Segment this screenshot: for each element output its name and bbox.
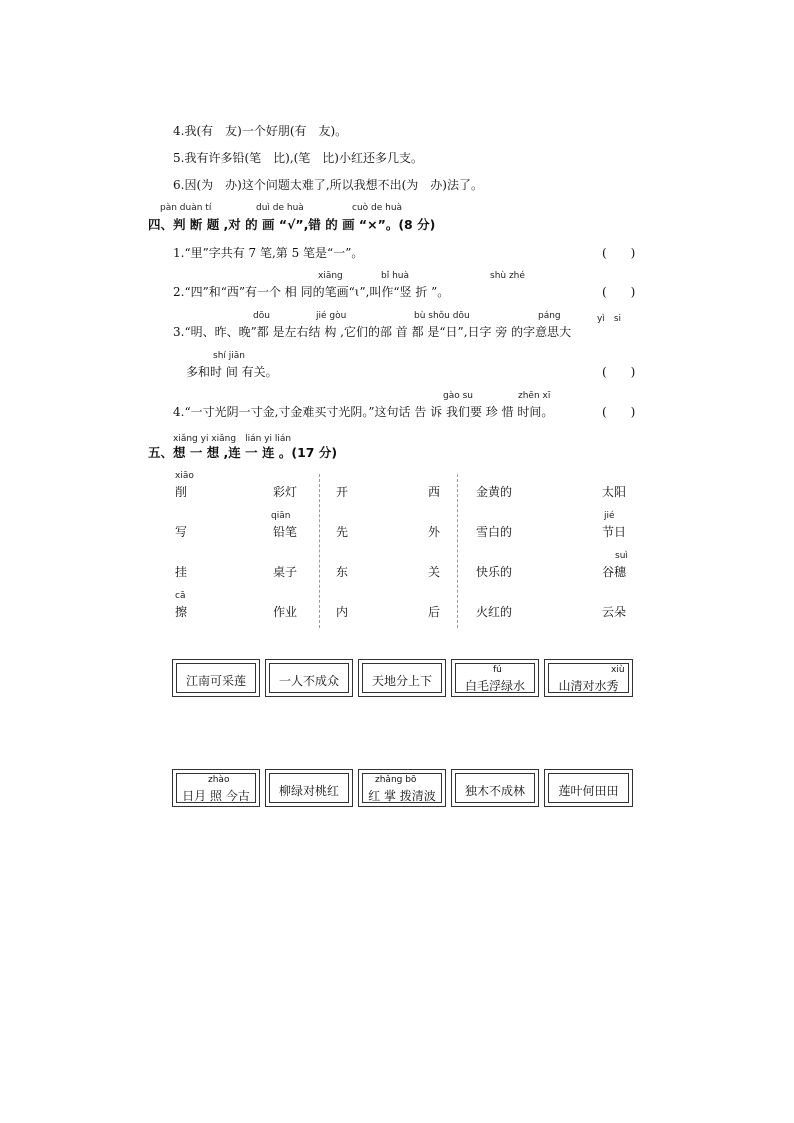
match-item[interactable]: 金黄的 (476, 485, 513, 499)
judge-item-4: 4.“一寸光阴一寸金,寸金难买寸光阴。”这句话 告 诉 我们要 珍 惜 时间。 (173, 405, 554, 419)
match-item[interactable]: 彩灯 (273, 485, 298, 499)
pinyin-sui: suì (615, 551, 628, 561)
pinyin-cuodehua: cuò de huà (352, 203, 403, 213)
match-item[interactable]: 火红的 (476, 605, 513, 619)
match-item[interactable]: 快乐的 (476, 565, 513, 579)
couplet-card[interactable] (358, 769, 446, 807)
match-item[interactable]: 太阳 (602, 485, 627, 499)
match-item[interactable]: 外 (428, 525, 441, 539)
answer-paren-2[interactable]: ( ) (602, 285, 636, 299)
match-item[interactable]: 开 (336, 485, 349, 499)
pinyin-bushou: bù shǒu dōu (414, 311, 470, 321)
couplet-text: 柳绿对桃红 (278, 784, 339, 798)
question-3-6: 6.因(为 办)这个问题太难了,所以我想不出(为 办)法了。 (173, 178, 483, 192)
pinyin-bihua: bǐ huà (381, 271, 409, 281)
match-item[interactable]: 挂 (175, 565, 188, 579)
couplet-card[interactable] (172, 659, 260, 697)
pinyin-pang: páng (538, 311, 561, 321)
question-3-5: 5.我有许多铅(笔 比),(笔 比)小红还多几支。 (173, 151, 423, 165)
match-item[interactable]: 内 (336, 605, 349, 619)
couplet-text: 一人不成众 (278, 674, 339, 688)
match-item[interactable]: 桌子 (273, 565, 298, 579)
pinyin-xiao: xiāo (175, 471, 194, 481)
couplet-text: 莲叶何田田 (558, 784, 619, 798)
couplet-card[interactable] (544, 659, 633, 697)
judge-item-3-cont: 多和时 间 有关。 (186, 365, 278, 379)
pinyin-xiangtong: xiāng (318, 271, 343, 281)
couplet-text: 日月 照 今古 (182, 789, 250, 803)
judge-item-1: 1.“里”字共有 7 笔,第 5 笔是“一”。 (173, 246, 364, 260)
pinyin-zhao: zhào (208, 775, 230, 785)
couplet-text: 独木不成林 (464, 784, 525, 798)
match-item[interactable]: 削 (175, 485, 188, 499)
pinyin-zhangbo: zhǎng bō (375, 775, 417, 785)
pinyin-panduanti: pàn duàn tí (160, 203, 212, 213)
couplet-text: 红 掌 拨清波 (368, 789, 436, 803)
couplet-text: 天地分上下 (371, 674, 432, 688)
pinyin-gaosu: gào su (443, 391, 473, 401)
couplet-card[interactable] (451, 659, 539, 697)
pinyin-zhenxi: zhēn xī (518, 391, 551, 401)
pinyin-dou: dōu (253, 311, 270, 321)
match-item[interactable]: 西 (428, 485, 441, 499)
column-divider (457, 474, 458, 628)
pinyin-ca: cā (175, 591, 186, 601)
answer-paren-1[interactable]: ( ) (602, 246, 636, 260)
match-item[interactable]: 作业 (273, 605, 298, 619)
match-item[interactable]: 谷穗 (602, 565, 627, 579)
section-4-heading: 四、判 断 题 ,对 的 画 “√”,错 的 画 “×”。(8 分) (148, 217, 436, 232)
couplet-card[interactable] (544, 769, 633, 807)
couplet-text: 山清对水秀 (558, 679, 619, 693)
column-divider (319, 474, 320, 628)
answer-paren-4[interactable]: ( ) (602, 405, 636, 419)
couplet-card[interactable] (451, 769, 539, 807)
match-item[interactable]: 后 (428, 605, 441, 619)
couplet-card[interactable] (265, 769, 353, 807)
pinyin-fu: fú (493, 665, 502, 675)
pinyin-xiu: xiù (611, 665, 625, 675)
pinyin-jie: jié (604, 511, 615, 521)
pinyin-duidehua: duì de huà (256, 203, 304, 213)
pinyin-shijian: shí jiān (213, 351, 245, 361)
match-item[interactable]: 节日 (602, 525, 627, 539)
match-item[interactable]: 铅笔 (273, 525, 298, 539)
match-item[interactable]: 关 (428, 565, 441, 579)
answer-paren-3[interactable]: ( ) (602, 365, 636, 379)
match-item[interactable]: 先 (336, 525, 349, 539)
couplet-text: 江南可采莲 (185, 674, 246, 688)
pinyin-yisi: yì si (597, 314, 622, 324)
couplet-card[interactable] (172, 769, 260, 807)
couplet-card[interactable] (358, 659, 446, 697)
judge-item-3: 3.“明、昨、晚”都 是左右结 构 ,它们的部 首 都 是“日”,日字 旁 的字意思大 (173, 325, 572, 339)
pinyin-section-5: xiǎng yi xiǎng lián yi lián (173, 434, 292, 444)
match-item[interactable]: 云朵 (602, 605, 627, 619)
section-5-heading: 五、想 一 想 ,连 一 连 。(17 分) (148, 445, 338, 460)
match-item[interactable]: 东 (336, 565, 349, 579)
pinyin-jiegou: jié gòu (316, 311, 347, 321)
pinyin-qian: qiān (271, 511, 291, 521)
pinyin-shuzhe: shù zhé (490, 271, 525, 281)
match-item[interactable]: 雪白的 (476, 525, 513, 539)
match-item[interactable]: 擦 (175, 605, 188, 619)
match-item[interactable]: 写 (175, 525, 188, 539)
couplet-card[interactable] (265, 659, 353, 697)
couplet-text: 白毛浮绿水 (464, 679, 525, 693)
question-3-4: 4.我(有 友)一个好朋(有 友)。 (173, 124, 348, 138)
judge-item-2: 2.“四”和“西”有一个 相 同的笔画“ɩ”,叫作“竖 折 ”。 (173, 285, 450, 299)
